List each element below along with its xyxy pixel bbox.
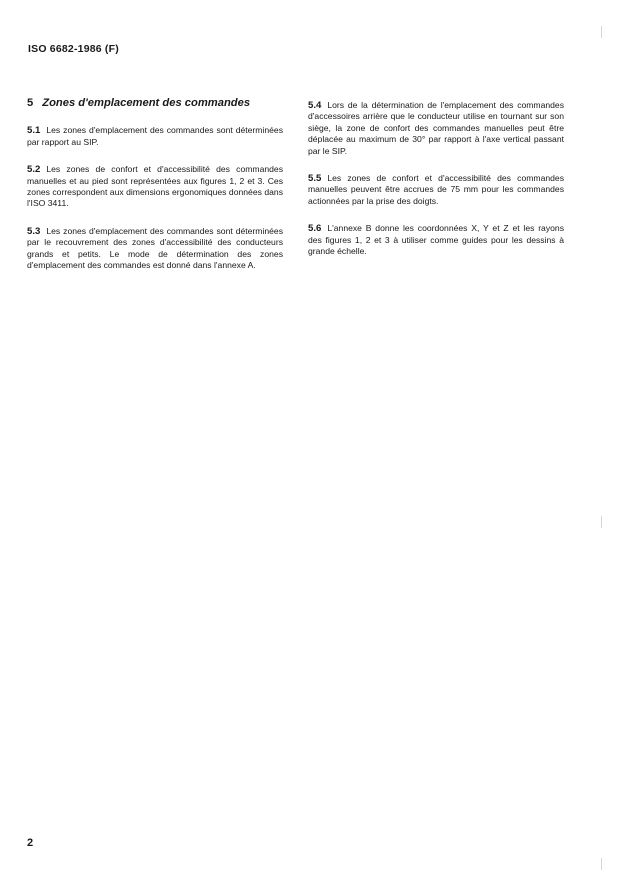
paragraph-text: Les zones de confort et d'accessibilité des commandes manuelles peuvent être accrues de 75 mm pour les commandes actionnées par la prise des doigts.	[308, 173, 564, 206]
paragraph-5-6	[308, 223, 564, 257]
paragraph-5-5	[308, 173, 564, 207]
paragraph-text: Lors de la détermination de l'emplacement des commandes d'accessoires arrière que le conducteur utilise en tournant sur son siège, la zone de confort des commandes manuelles peut être déplacée au maximum de 30° par rapport à l'axe vertical passant par le SIP.	[308, 100, 564, 156]
paragraph-text: Les zones d'emplacement des commandes sont déterminées par le recouvrement des zones d'accessibilité des conducteurs grands et petits. Le mode de détermination des zones d'emplacement des commandes est donné dans l'annexe A.	[27, 225, 283, 271]
paragraph-number: 5.6	[308, 223, 322, 235]
scan-edge-mark	[601, 516, 602, 528]
paragraph-text: Les zones d'emplacement des commandes sont déterminées par rapport au SIP.	[27, 125, 283, 147]
scan-edge-mark	[601, 858, 602, 870]
scan-edge-mark	[601, 26, 602, 38]
paragraph-number: 5.2	[27, 164, 41, 176]
paragraph-number: 5.4	[308, 100, 322, 111]
paragraph-number: 5.3	[27, 225, 41, 237]
right-column	[308, 100, 564, 273]
paragraph-5-2	[27, 164, 283, 210]
section-title: Zones d'emplacement des commandes	[42, 97, 251, 109]
left-column	[27, 98, 283, 287]
page-number: 2	[27, 837, 34, 849]
section-heading	[27, 98, 283, 109]
paragraph-5-1	[27, 125, 283, 148]
section-number: 5	[27, 97, 34, 109]
paragraph-5-4	[308, 100, 564, 157]
paragraph-text: L'annexe B donne les coordonnées X, Y et Z et les rayons des figures 1, 2 et 3 à utiliser comme guides pour les dessins à grande échelle.	[308, 223, 564, 257]
paragraph-text: Les zones de confort et d'accessibilité des commandes manuelles et au pied sont représentées aux figures 1, 2 et 3. Ces zones correspondent aux dimensions ergonomiques données dans l'ISO 3411.	[27, 164, 283, 209]
paragraph-number: 5.1	[27, 125, 41, 137]
paragraph-number: 5.5	[308, 173, 322, 185]
paragraph-5-3	[27, 226, 283, 272]
document-id: ISO 6682-1986 (F)	[28, 43, 119, 55]
